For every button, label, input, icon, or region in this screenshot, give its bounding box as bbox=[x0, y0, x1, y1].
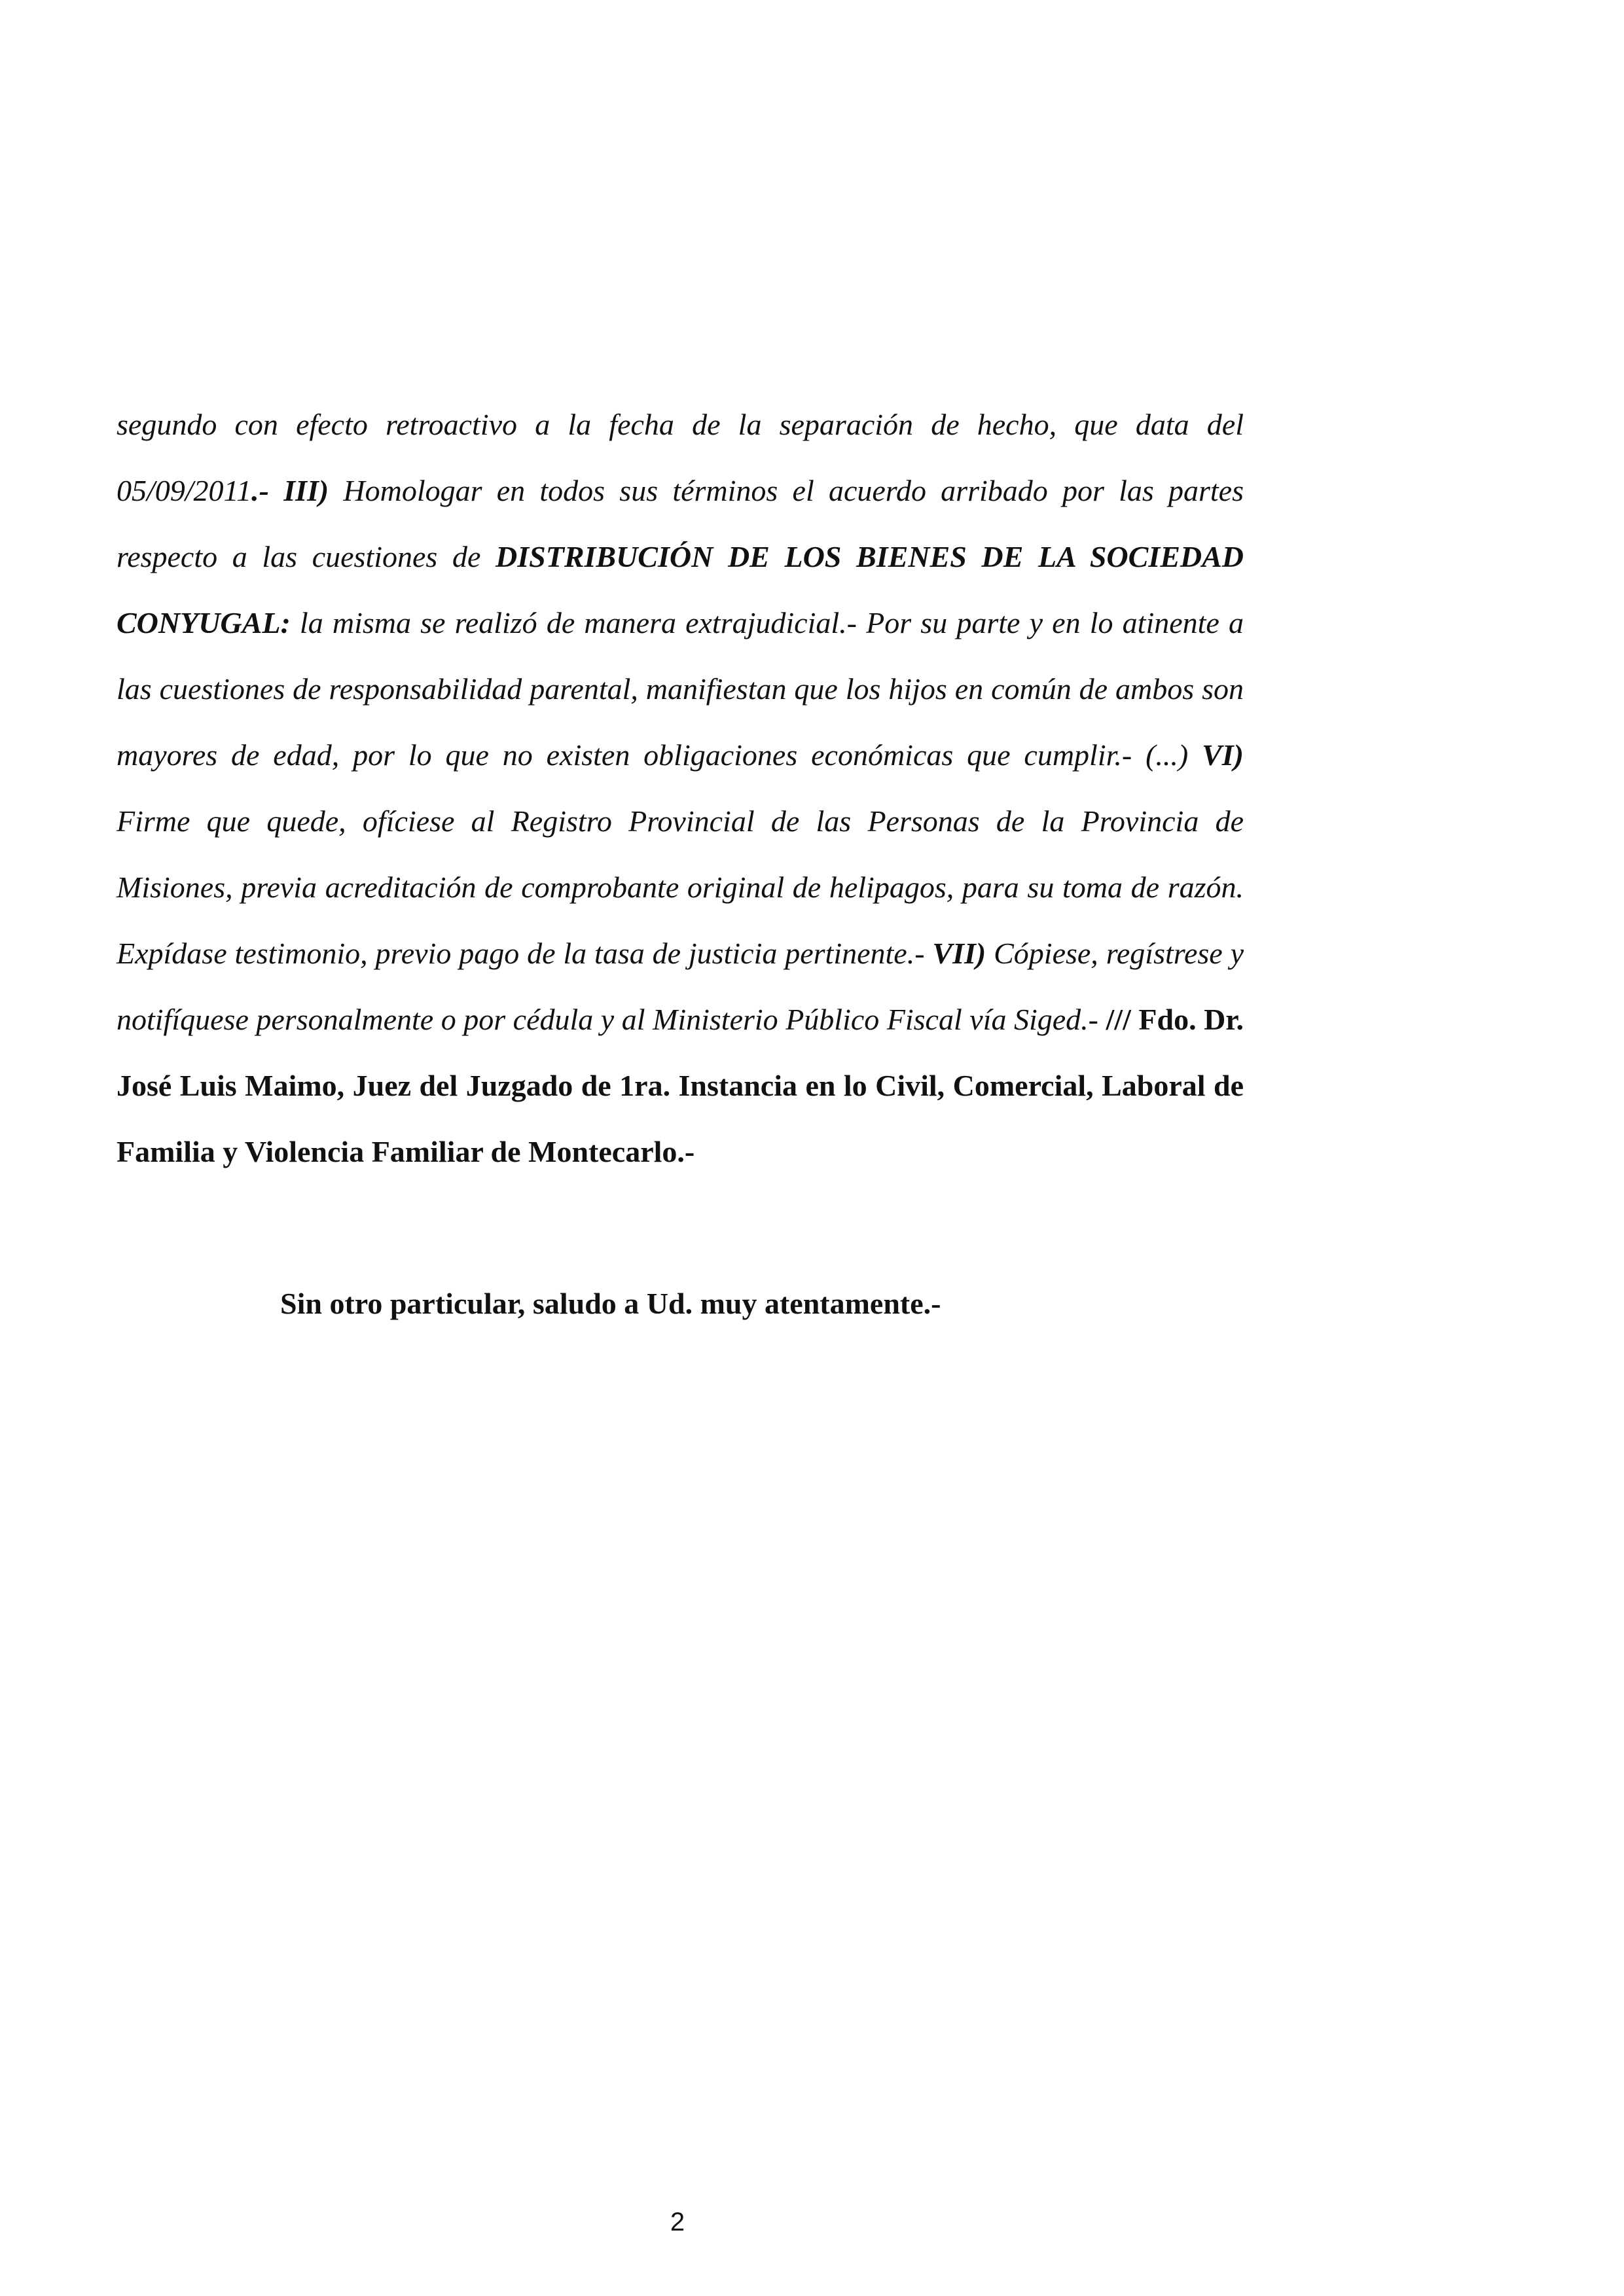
section-marker-vi: VI) bbox=[1202, 738, 1244, 772]
body-paragraph bbox=[117, 391, 1244, 1185]
section-marker-iii: .- III) bbox=[251, 474, 329, 507]
text-run: Homologar en todos sus términos el acuerdo arribado por las partes respecto a las cuestiones de bbox=[117, 474, 1244, 573]
text-run: Cópiese, regístrese y notifíquese personalmente o por cédula y al Ministerio Público Fiscal vía Siged.- bbox=[117, 937, 1244, 1036]
section-marker-vii: VII) bbox=[932, 937, 986, 970]
text-run: la misma se realizó de manera extrajudicial.- Por su parte y en lo atinente a las cuestiones de responsabilidad parental, manifiestan que los hijos en común de ambos son mayores de edad, por lo que no existen obligaciones económicas que cumplir.- (...) bbox=[117, 606, 1244, 772]
text-run: Firme que quede, ofíciese al Registro Provincial de las Personas de la Provincia de Misiones, previa acreditación de comprobante original de helipagos, para su toma de razón. Expídase testimonio, previo pago de la tasa de justicia pertinente.- bbox=[117, 804, 1244, 970]
signature-block: /// Fdo. Dr. José Luis Maimo, Juez del Juzgado de 1ra. Instancia en lo Civil, Comercial, Laboral de Familia y Violencia Familiar de Montecarlo.- bbox=[117, 1003, 1244, 1168]
text-run: segundo con efecto retroactivo a la fecha de la separación de hecho, que data del 05/09/2011 bbox=[117, 408, 1244, 507]
page-number: 2 bbox=[670, 2208, 685, 2236]
closing-line: Sin otro particular, saludo a Ud. muy atentamente.- bbox=[280, 1287, 941, 1320]
heading-distribution: DISTRIBUCIÓN DE LOS BIENES DE LA SOCIEDAD CONYUGAL: bbox=[117, 540, 1244, 639]
